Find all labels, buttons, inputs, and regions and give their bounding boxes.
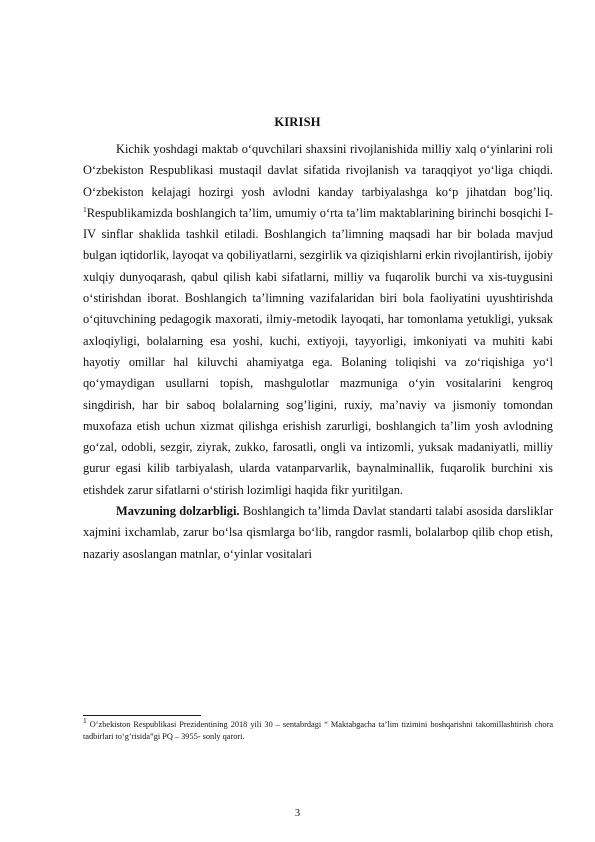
body-text — [83, 139, 553, 565]
relevance-text: Boshlangich ta’limda Davlat standarti talabi asosida darsliklar xajmini ixchamlab, zarur bo‘lsa qismlarga bo‘lib, rangdor rasmli, bolalarbop qilib chop etish, nazariy asoslangan matnlar, o‘yinlar vositalari — [83, 504, 553, 561]
relevance-lead: Mavzuning dolzarbligi. — [116, 504, 240, 519]
footnote-reference[interactable]: 1 — [83, 204, 87, 214]
footnote-marker: 1 — [83, 716, 87, 726]
footnote-text: O‘zbekiston Respublikasi Prezidentining 2018 yili 30 – sentabrdagi “ Maktabgacha ta’lim tizimini boshqarishni takomillashtirish chora tadbirlari to‘g’risida”gi PQ – 3955- sonly qarori. — [83, 720, 553, 741]
footnote-divider — [83, 715, 201, 716]
intro-paragraph — [83, 139, 553, 501]
intro-text-part1: Kichik yoshdagi maktab o‘quvchilari shaxsini rivojlanishida milliy xalq o‘yinlarini roli O‘zbekiston Respublikasi mustaqil davlat sifatida rivojlanish va taraqqiyot yo‘liga chiqdi. O‘zbekiston kelajagi hozirgi yosh avlodni kanday tarbiyalashga ko‘p jihatdan bog’liq. — [83, 142, 553, 199]
footnote — [83, 716, 553, 742]
page-number: 3 — [294, 808, 301, 819]
relevance-paragraph — [83, 501, 553, 565]
intro-text-part2: Respublikamizda boshlangich ta’lim, umumiy o‘rta ta’lim maktablarining birinchi bosqichi I-IV sinflar shaklida tashkil etiladi. Boshlangich ta’limning maqsadi har bir bolada mavjud bulgan iqtidorlik, layoqat va qobiliyatlarni, sezgirlik va qiziqishlarni erkin rivojlantirish, ijobiy xulqiy dunyoqarash, qabul qilish kabi sifatlarni, milliy va fuqarolik burchi va xis-tuygusini o‘stirishdan iborat. Boshlangich ta’limning vazifalaridan biri bola faoliyatini uyushtirishda o‘qituvchining pedagogik maxorati, ilmiy-metodik layoqati, har tomonlama yetukligi, yuksak axloqiyligi, bolalarning esa yoshi, kuchi, extiyoji, tayyorligi, imkoniyati va muhiti kabi hayotiy omillar hal kiluvchi ahamiyatga ega. Bolaning toliqishi va zo‘riqishiga yo‘l qo‘ymaydigan usullarni topish, mashgulotlar mazmuniga o‘yin vositalarini kengroq singdirish, har bir saboq bolalarning sog’ligini, ruxiy, ma’naviy va jismoniy tomondan muxofaza etish uchun xizmat qilishga erishish zarurligi, boshlangich ta’lim yosh avlodning go‘zal, odobli, sezgir, ziyrak, zukko, farosatli, ongli va intizomli, yuksak madaniyatli, milliy gurur egasi kilib tarbiyalash, ularda vatanparvarlik, baynalminallik, fuqarolik burchini xis etishdek zarur sifatlarni o‘stirish lozimligi haqida fikr yuritilgan. — [83, 205, 553, 497]
section-heading: KIRISH — [274, 115, 321, 129]
